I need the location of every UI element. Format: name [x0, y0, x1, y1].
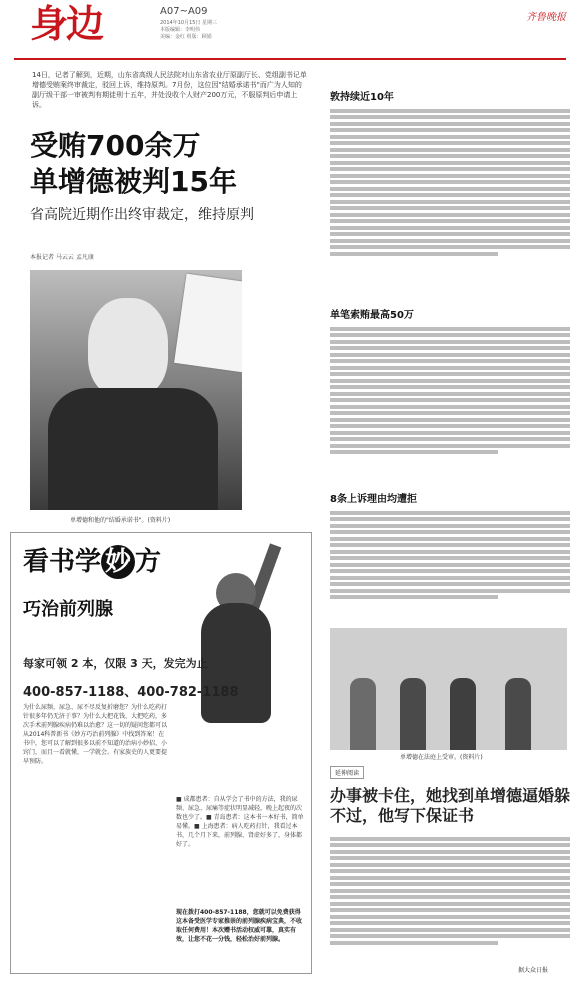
article-headline [30, 128, 237, 200]
header-rule [14, 58, 566, 60]
ad-subtitle: 巧治前列腺 [23, 599, 113, 620]
article-body-text [330, 508, 570, 602]
meta-line: 美编：金红 组版：顾娟 [160, 34, 212, 40]
headline-line: 单增德被判15年 [30, 165, 237, 198]
meta-line: 2014年10月15日 星期三 [160, 20, 218, 26]
section-heading: 敦持续近10年 [330, 92, 394, 103]
defendant-photo [30, 270, 242, 510]
ad-body: 为什么尿频、尿急、尿不尽反复折磨您？为什么吃药打针很多年仍无济于事？为什么大把花钱、大把吃药，多次手术前列腺疾病仍难以治愈？这一切的疑问您都可以从2014科普新书《妙方巧治前列腺》中找到答案！在书中，您可以了解到很多以前不知道的治病小妙招、小窍门，而且一看就懂，一学就会。有家族史的人更要提早预防。 [23, 704, 168, 765]
photo-caption: 单增德在法庭上受审。(资料片) [400, 754, 483, 761]
related-headline: 办事被卡住，她找到单增德逼婚躲不过，他写下保证书 [330, 786, 571, 825]
ad-title [23, 541, 161, 579]
courtroom-photo [330, 628, 567, 750]
article-intro: 14日，记者了解到，近期，山东省高级人民法院对山东省农业厅原副厅长、党组副书记单增德受贿案终审裁定，驳回上诉，维持原判。7月份，这位因"结婚承诺书"而广为人知的副厅级干部一审被判有期徒刑十五年，并处没收个人财产200万元，不服原判后申请上诉。 [32, 71, 307, 109]
article-byline: 本报记者 马云云 孟凡康 [30, 254, 94, 261]
section-heading: 单笔索贿最高50万 [330, 310, 414, 321]
ad-phone: 400-857-1188、400-782-1188 [23, 685, 239, 700]
article-body-text [330, 106, 570, 258]
ad-call-to-action: 现在拨打400-857-1188，您就可以免费获得这本备受医学专家推崇的前列腺疾病宝典，不收取任何费用！本次赠书活动权威可靠，真实有效，让您不花一分钱，轻松治好前列腺。 [176, 909, 303, 943]
marriage-letter-image [174, 274, 242, 373]
masthead [0, 0, 580, 56]
ad-testimonials: ■ 成都患者：自从学会了书中的方法，我的尿频、尿急、尿痛等症状明显减轻，晚上起夜的次数也少了。■ 青岛患者：这本书一本好书，简单易懂。■ 上海患者：病人吃药打针，我看过本书，几个月下来，前列腺、肾虚好多了，身体都好了。 [176, 796, 304, 848]
source-note: 据大众日报 [518, 967, 549, 974]
meta-line: 本版编辑：李明伟 [160, 27, 201, 33]
headline-line: 受贿700余万 [30, 129, 201, 162]
page-range: A07~A09 [160, 6, 208, 17]
section-heading: 8条上诉理由均遭拒 [330, 494, 417, 505]
article-subhead: 省高院近期作出终审裁定，维持原判 [30, 207, 254, 223]
related-reading-tag: 延伸阅读 [330, 766, 364, 779]
article-body-text [330, 834, 570, 947]
ad-offer: 每家可领 2 本，仅限 3 天，发完为止 [23, 657, 208, 670]
ad-title-part: 方 [135, 547, 162, 577]
photo-caption: 单增德和他的"结婚承诺书"。(资料片) [70, 517, 171, 524]
ad-title-part: 妙 [101, 545, 135, 579]
section-logo: 身边 [30, 1, 103, 46]
paper-name: 齐鲁晚报 [526, 12, 566, 23]
article-body-text [330, 324, 570, 457]
advertisement [10, 532, 312, 974]
ad-title-part: 看书学 [23, 547, 102, 577]
issue-meta [160, 20, 310, 41]
